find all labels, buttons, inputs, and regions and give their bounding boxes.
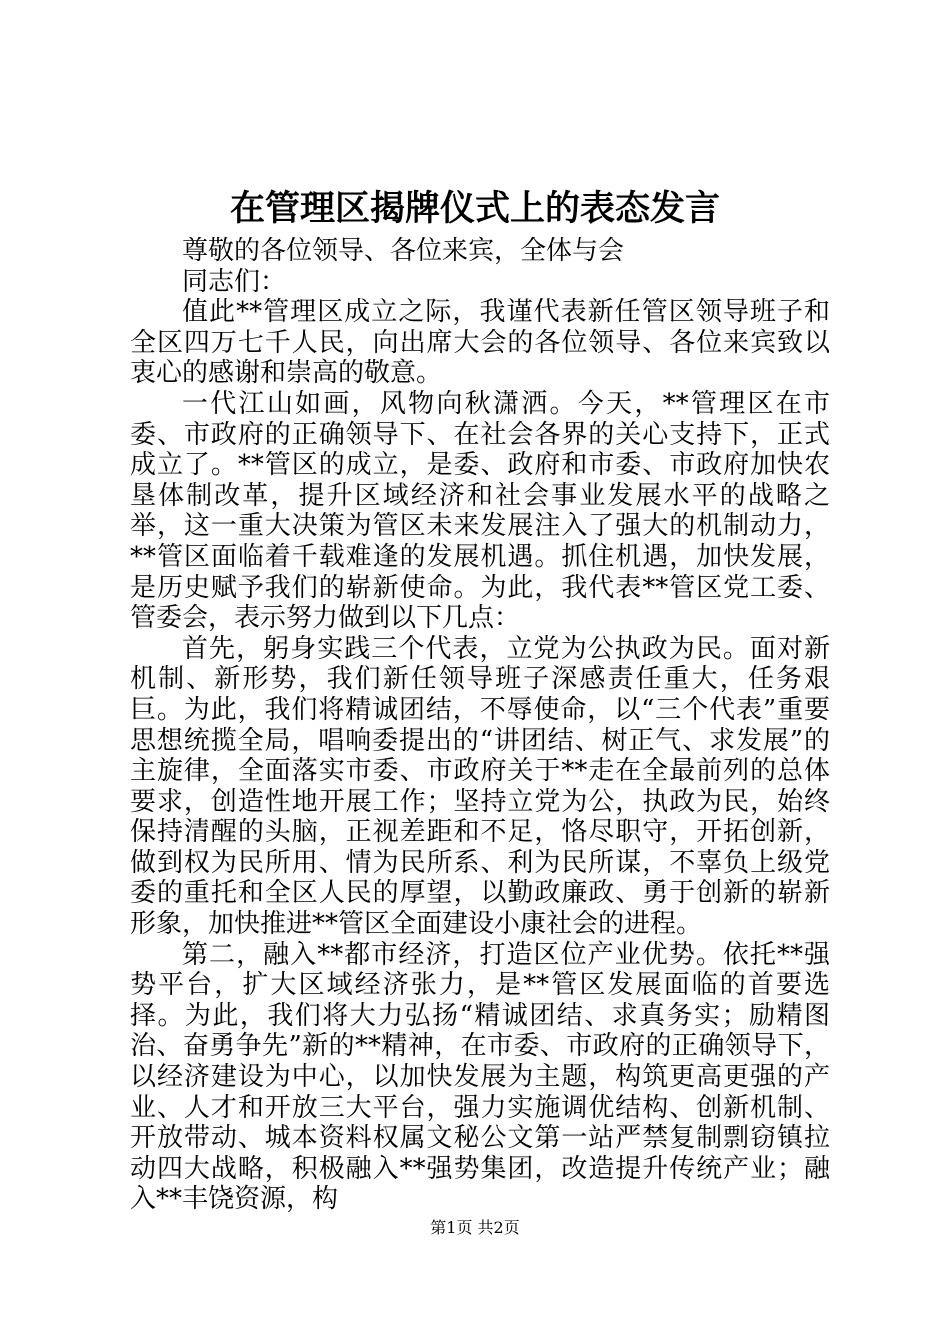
salutation-line-2: 同志们： [182, 266, 287, 297]
document-title: 在管理区揭牌仪式上的表态发言 [229, 188, 720, 229]
salutation-line-1: 尊敬的各位领导、各位来宾，全体与会 [182, 236, 625, 266]
page-footer: 第1页 共2页 [430, 1218, 520, 1237]
paragraph-second-point: 第二，融入**都市经济，打造区位产业优势。依托**强势平台，扩大区域经济张力，是**管区发展面临的首要选择。为此，我们将大力弘扬“精诚团结、求真务实；励精图治、奋勇争先”新的**精神，在市委、市政府的正确领导下，以经济建设为中心，以加快发展为主题，构筑更高更强的产业、人才和开放三大平台，强力实施调优结构、创新机制、开放带动、城本资料权属文秘公文第一站严禁复制剽窃镇拉动四大战略，积极融入**强势集团，改造提升传统产业；融入**丰饶资源，构 [130, 939, 830, 1215]
paragraph-first-point: 首先，躬身实践三个代表，立党为公执政为民。面对新机制、新形势，我们新任领导班子深感责任重大，任务艰巨。为此，我们将精诚团结，不辱使命，以“三个代表”重要思想统揽全局，唱响委提出的“讲团结、树正气、求发展”的主旋律，全面落实市委、市政府关于**走在全最前列的总体要求，创造性地开展工作；坚持立党为公，执政为民，始终保持清醒的头脑，正视差距和不足，恪尽职守，开拓创新，做到权为民所用、情为民所系、利为民所谋，不辜负上级党委的重托和全区人民的厚望，以勤政廉政、勇于创新的崭新形象，加快推进**管区全面建设小康社会的进程。 [130, 633, 830, 940]
document-body [130, 236, 830, 1215]
paragraph-opening: 值此**管理区成立之际，我谨代表新任管区领导班子和全区四万七千人民，向出席大会的各位领导、各位来宾致以衷心的感谢和崇高的敬意。 [130, 297, 830, 389]
paragraph-background: 一代江山如画，风物向秋潇洒。今天，**管理区在市委、市政府的正确领导下、在社会各界的关心支持下，正式成立了。**管区的成立，是委、政府和市委、市政府加快农垦体制改革，提升区域经济和社会事业发展水平的战略之举，这一重大决策为管区未来发展注入了强大的机制动力，**管区面临着千载难逢的发展机遇。抓住机遇，加快发展，是历史赋予我们的崭新使命。为此，我代表**管区党工委、管委会，表示努力做到以下几点： [130, 388, 830, 634]
